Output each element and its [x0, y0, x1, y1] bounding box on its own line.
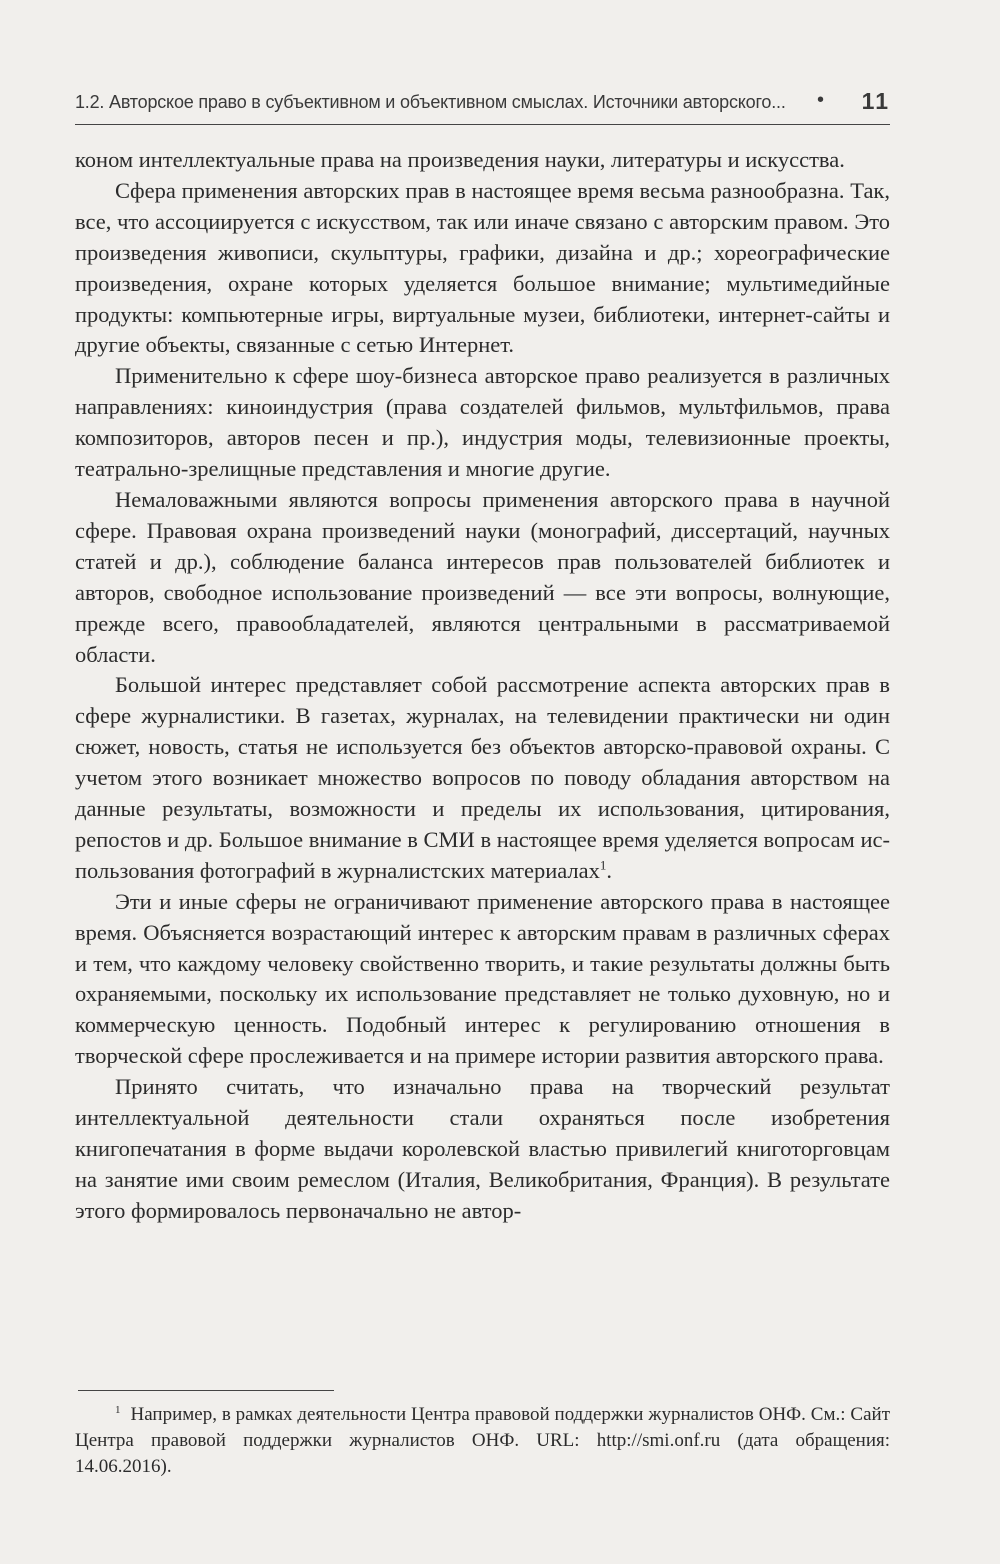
paragraph-5	[75, 670, 890, 886]
bullet-icon: •	[817, 89, 824, 111]
footnote-marker: 1	[115, 1403, 121, 1416]
paragraph-7: Принято считать, что изначально права на творческий результат интеллектуальной деятельности стали охраняться после изобретения книгопечатания в форме выдачи королевской властью привилегий книготорговцам на занятие ими своим ремеслом (Италия, Великобритания, Франция). В результате этого формировалось первоначально не автор-	[75, 1074, 890, 1223]
footnote-text: Например, в рамках деятельности Центра правовой поддержки журналистов ОНФ. См.: Сайт Центра правовой поддержки журналистов ОНФ. URL: http://smi.onf.ru (дата обращения: 14.06.2016).	[75, 1404, 890, 1477]
footnote	[75, 1402, 890, 1480]
paragraph-3: Применительно к сфере шоу-бизнеса авторское право реализуется в различных направлениях: киноиндустрия (права создателей фильмов, мультфильмов, права композиторов, авторов песен и пр.), индустрия моды, телевизионные проекты, театрально-зрелищные представления и многие другие.	[75, 363, 890, 482]
paragraph-2: Сфера применения авторских прав в настоящее время весьма разнообразна. Так, все, что ассоциируется с искусством, так или иначе связано с авторским правом. Это произведения живописи, скульптуры, графики, дизайна и др.; хореографические произведения, охране которых уделяется большое внимание; мультимедийные продукты: компьютерные игры, виртуальные музеи, библиотеки, интернет-сайты и другие объекты, связанные с сетью Интернет.	[75, 177, 890, 358]
footnote-rule	[78, 1390, 334, 1391]
header-rule	[75, 124, 890, 125]
page-number: 11	[861, 88, 890, 114]
paragraph-6: Эти и иные сферы не ограничивают применение авторского права в настоящее время. Объясняется возрастающий интерес к авторским правам в различных сферах и тем, что каждому человеку свойственно творить, и такие результаты должны быть охраняемыми, поскольку их использование представляет не только духовную, но и коммерческую ценность. Подобный интерес к регулированию отношения в творческой сфере прослеживается и на примере истории развития авторского права.	[75, 888, 890, 1069]
paragraph-4: Немаловажными являются вопросы применения авторского права в научной сфере. Правовая охрана произведений науки (монографий, диссертаций, научных статей и др.), соблюдение баланса интересов прав пользователей библиотек и авторов, свободное использование произведений — все эти вопросы, волнующие, прежде всего, правообладателей, являются центральными в рассматриваемой области.	[75, 486, 890, 667]
paragraph-5-end: .	[606, 857, 613, 883]
running-head	[75, 88, 890, 122]
book-page	[75, 0, 890, 1564]
body-text	[75, 145, 890, 1227]
footnote-reference[interactable]: 1	[599, 857, 607, 873]
running-head-title: 1.2. Авторское право в субъективном и объективном смыслах. Источники авторского...	[75, 92, 786, 112]
paragraph-1: коном интеллектуальные права на произведения науки, литературы и искусства.	[75, 147, 845, 172]
paragraph-5-text: Большой интерес представляет собой рассмотрение аспекта авторских прав в сфере журналистики. В газетах, журналах, на телевидении практически ни один сюжет, новость, статья не используется без объектов авторско-правовой охраны. С учетом этого возникает множество вопросов по поводу обладания авторством на данные результаты, возможности и пределы их использования, цитирования, репостов и др. Большое внимание в СМИ в настоящее время уделяется вопросам использования фотографий в журналистских материалах	[75, 672, 890, 883]
